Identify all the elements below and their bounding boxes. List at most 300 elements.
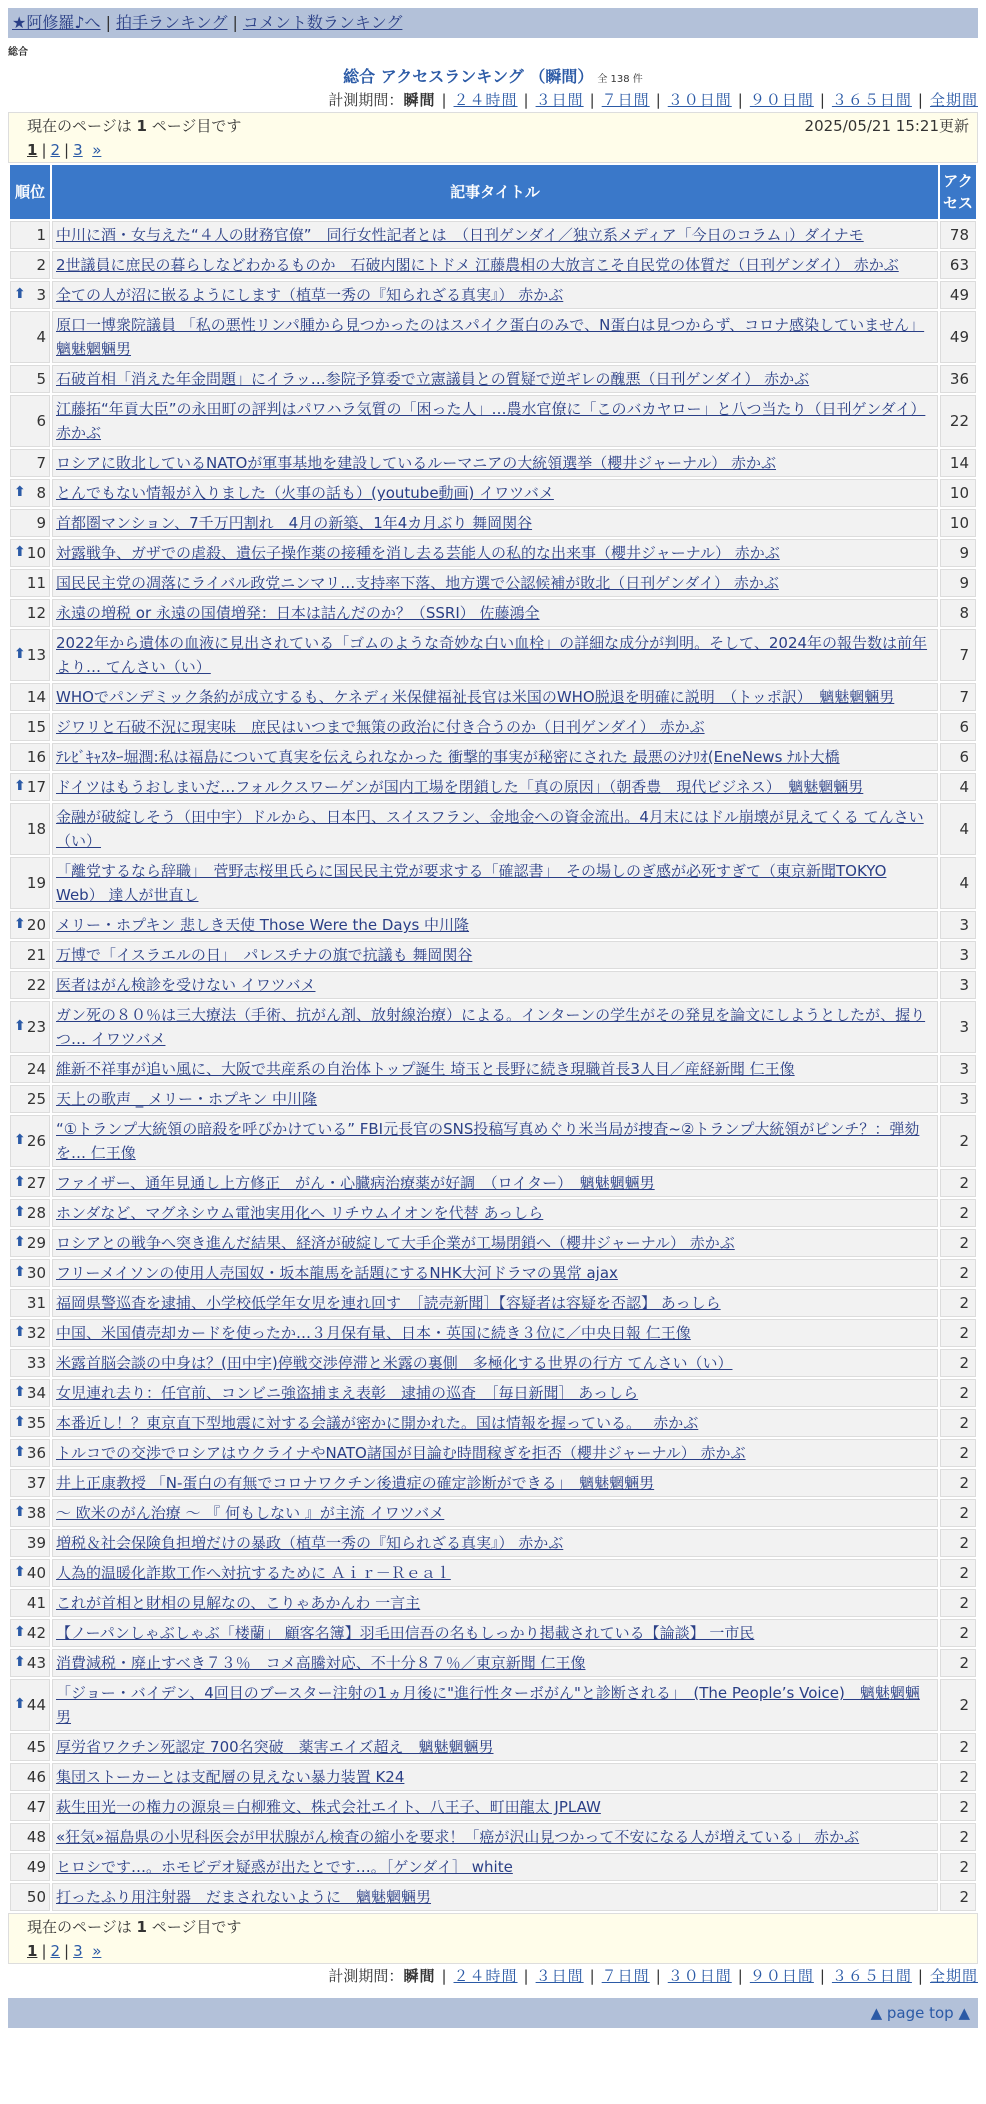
access-count: 49 [940,311,976,363]
rank-number: 20 [26,916,46,934]
nav-home-link[interactable]: ★阿修羅♪へ [12,13,101,32]
up-arrow-icon: ⬆ [14,1203,26,1220]
rank-number: 38 [26,1504,46,1522]
period-link[interactable]: ９０日間 [749,91,814,109]
article-link[interactable]: フリーメイソンの使用人売国奴・坂本龍馬を話題にするNHK大河ドラマの異常 ajax [56,1264,618,1282]
title-cell [52,1529,938,1557]
table-row [10,1439,976,1467]
title-cell [52,395,938,447]
rank-cell [10,281,50,309]
article-link[interactable]: 維新不祥事が追い風に、大阪で共産系の自治体トップ誕生 埼玉と長野に続き現職首長3人目／産経新聞 仁王像 [56,1060,795,1078]
period-separator: | [819,91,826,109]
rank-number: 2 [36,256,46,274]
rank-number: 36 [26,1444,46,1462]
table-row [10,857,976,909]
rank-cell [10,1199,50,1227]
article-link[interactable]: ジワリと石破不況に現実味 庶民はいつまで無策の政治に付き合うのか（日刊ゲンダイ） 赤かぶ [56,718,705,736]
title-cell [52,449,938,477]
access-count: 9 [940,569,976,597]
access-count: 2 [940,1559,976,1587]
article-link[interactable]: 金融が破綻しそう（田中宇）ドルから、日本円、スイスフラン、金地金への資金流出。4月末にはドル崩壊が見えてくる てんさい（い） [56,808,924,850]
table-row [10,1499,976,1527]
rank-cell [10,1793,50,1821]
title-cell [52,1349,938,1377]
period-separator: | [523,1967,530,1985]
access-count: 10 [940,479,976,507]
table-row [10,509,976,537]
period-separator: | [523,91,530,109]
period-separator: | [589,91,596,109]
access-count: 2 [940,1679,976,1731]
article-link[interactable]: 米露首脳会談の中身は？(田中宇)停戦交渉停滞と米露の裏側 多極化する世界の行方 てんさい（い） [56,1354,733,1372]
period-separator: | [917,1967,924,1985]
rank-number: 33 [26,1354,46,1372]
up-arrow-icon: ⬆ [14,1233,26,1250]
up-arrow-icon: ⬆ [14,645,26,662]
rank-number: 6 [36,412,46,430]
article-link[interactable]: 原口一博衆院議員 「私の悪性リンパ腫から見つかったのはスパイク蛋白のみで、N蛋白は見つからず、コロナ感染していません」 魑魅魍魎男 [56,316,925,358]
access-count: 2 [940,1499,976,1527]
rank-cell [10,1559,50,1587]
article-link[interactable]: ロシアとの戦争へ突き進んだ結果、経済が破綻して大手企業が工場閉鎖へ（櫻井ジャーナル） 赤かぶ [56,1234,735,1252]
rank-number: 19 [26,874,46,892]
up-arrow-icon: ⬆ [14,1263,26,1280]
title-cell [52,311,938,363]
table-row [10,1229,976,1257]
pagination-bottom: 1 | 2 | 3 » [27,1942,102,1960]
rank-cell [10,1499,50,1527]
table-row [10,1853,976,1881]
rank-number: 21 [26,946,46,964]
title-cell [52,599,938,627]
period-link[interactable]: ７日間 [601,1967,650,1985]
rank-number: 15 [26,718,46,736]
article-link[interactable]: ファイザー、通年見通し上方修正 がん・心臓病治療薬が好調 （ロイター） 魑魅魍魎男 [56,1174,655,1192]
table-row [10,479,976,507]
rank-number: 22 [26,976,46,994]
rank-number: 25 [26,1090,46,1108]
access-count: 36 [940,365,976,393]
article-link[interactable]: 石破首相「消えた年金問題」にイラッ…参院予算委で立憲議員との質疑で逆ギレの醜悪（日刊ゲンダイ） 赤かぶ [56,370,810,388]
page-1-current: 1 [27,141,38,159]
article-link[interactable]: 増税＆社会保険負担増だけの暴政（植草一秀の『知られざる真実』） 赤かぶ [56,1534,564,1552]
title-cell [52,1169,938,1197]
period-current: 瞬間 [403,1967,436,1985]
period-link[interactable]: ７日間 [601,91,650,109]
access-count: 4 [940,773,976,801]
article-link[interactable]: 万博で「イスラエルの日」 パレスチナの旗で抗議も 舞岡関谷 [56,946,473,964]
access-count: 78 [940,221,976,249]
article-link[interactable]: ～ 欧米のがん治療 ～ 『 何もしない 』が主流 イワツバメ [56,1504,445,1522]
table-row [10,1319,976,1347]
table-row [10,1469,976,1497]
rank-cell [10,1679,50,1731]
title-cell [52,683,938,711]
rank-number: 27 [26,1174,46,1192]
article-link[interactable]: 「離党するなら辞職」 菅野志桜里氏らに国民民主党が要求する「確認書」 その場しのぎ感が必死すぎて（東京新聞TOKYO Web） 達人が世直し [56,862,887,904]
article-link[interactable]: 全ての人が沼に嵌るようにします（植草一秀の『知られざる真実』） 赤かぶ [56,286,564,304]
rank-number: 18 [26,820,46,838]
col-title-header: 記事タイトル [52,165,938,219]
rank-cell [10,1001,50,1053]
rank-cell [10,1319,50,1347]
rank-cell [10,1529,50,1557]
table-row [10,1529,976,1557]
article-link[interactable]: ガン死の８０％は三大療法（手術、抗がん剤、放射線治療）による。インターンの学生がその発見を論文にしようとしたが、握りつ… イワツバメ [56,1006,926,1048]
period-link[interactable]: ３０日間 [667,1967,732,1985]
article-link[interactable]: 首都圏マンション、7千万円割れ 4月の新築、1年4カ月ぶり 舞岡関谷 [56,514,533,532]
rank-number: 9 [36,514,46,532]
rank-cell [10,221,50,249]
article-link[interactable]: ヒロシです…。ホモビデオ疑惑が出たとです…。［ゲンダイ］ white [56,1858,513,1876]
table-row [10,1289,976,1317]
title-cell [52,479,938,507]
rank-number: 30 [26,1264,46,1282]
article-link[interactable]: 消費減税・廃止すべき７３％ コメ高騰対応、不十分８７％／東京新聞 仁王像 [56,1654,586,1672]
col-access-header: アクセス [940,165,976,219]
article-link[interactable]: とんでもない情報が入りました（火事の話も）(youtube動画) イワツバメ [56,484,554,502]
period-current: 瞬間 [403,91,436,109]
up-arrow-icon: ⬆ [14,543,26,560]
table-row [10,713,976,741]
nav-comment-ranking-link[interactable]: コメント数ランキング [242,13,403,32]
access-count: 2 [940,1469,976,1497]
access-count: 3 [940,941,976,969]
page-3-link[interactable]: 3 [73,1942,83,1960]
title-cell [52,773,938,801]
table-row [10,743,976,771]
ranking-table [8,163,978,1913]
access-count: 2 [940,1823,976,1851]
page-2-link[interactable]: 2 [50,1942,61,1960]
page-3-link[interactable]: 3 [73,141,83,159]
period-separator: | [441,91,448,109]
rank-number: 8 [36,484,46,502]
article-link[interactable]: 国民民主党の凋落にライバル政党ニンマリ…支持率下落、地方選で公認候補が敗北（日刊ゲンダイ） 赤かぶ [56,574,779,592]
table-row [10,971,976,999]
page-1-current: 1 [27,1942,38,1960]
up-arrow-icon: ⬆ [14,1563,26,1580]
rank-number: 35 [26,1414,46,1432]
title-cell [52,1823,938,1851]
article-link[interactable]: 【ノーパンしゃぶしゃぶ「楼蘭」 顧客名簿】羽毛田信吾の名もしっかり掲載されている【論談】 一市民 [56,1624,755,1642]
access-count: 2 [940,1289,976,1317]
title-cell [52,1379,938,1407]
table-row [10,539,976,567]
rank-cell [10,713,50,741]
article-link[interactable]: 福岡県警巡査を逮捕、小学校低学年女児を連れ回す ［読売新聞］【容疑者は容疑を否認】 あっしら [56,1294,721,1312]
rank-cell [10,1439,50,1467]
nav-separator: | [105,13,111,32]
article-link[interactable]: 中川に酒・女与えた“４人の財務官僚” 同行女性記者とは （日刊ゲンダイ／独立系メディア「今日のコラム」）ダイナモ [56,226,864,244]
up-arrow-icon: ⬆ [14,1173,26,1190]
title-cell [52,1001,938,1053]
access-count: 3 [940,911,976,939]
rank-number: 32 [26,1324,46,1342]
rank-number: 50 [26,1888,46,1906]
article-link[interactable]: 2世議員に庶民の暮らしなどわかるものか 石破内閣にトドメ 江藤農相の大放言こそ自民党の体質だ（日刊ゲンダイ） 赤かぶ [56,256,899,274]
table-row [10,221,976,249]
access-count: 2 [940,1229,976,1257]
rank-cell [10,683,50,711]
article-link[interactable]: 2022年から遺体の血液に見出されている「ゴムのような奇妙な白い血栓」の詳細な成分が判明。そして、2024年の報告数は前年より… てんさい（い） [56,634,928,676]
rank-number: 24 [26,1060,46,1078]
table-row [10,683,976,711]
ranking-heading [8,66,978,88]
access-count: 6 [940,713,976,741]
title-cell [52,539,938,567]
title-cell [52,1499,938,1527]
rank-cell [10,395,50,447]
access-count: 14 [940,449,976,477]
article-link[interactable]: 永遠の増税 or 永遠の国債増発：日本は詰んだのか？（SSRI） 佐藤鴻全 [56,604,540,622]
up-arrow-icon: ⬆ [14,1623,26,1640]
article-link[interactable]: ホンダなど、マグネシウム電池実用化へ リチウムイオンを代替 あっしら [56,1204,544,1222]
page-2-link[interactable]: 2 [50,141,61,159]
table-row [10,1763,976,1791]
rank-number: 12 [26,604,46,622]
article-link[interactable]: ロシアに敗北しているNATOが軍事基地を建設しているルーマニアの大統領選挙（櫻井ジャーナル） 赤かぶ [56,454,777,472]
rank-cell [10,857,50,909]
rank-number: 41 [26,1594,46,1612]
rank-cell [10,1289,50,1317]
pagination: 1 | 2 | 3 » [27,141,102,159]
article-link[interactable]: これが首相と財相の見解なの、こりゃあかんわ 一言主 [56,1594,421,1612]
rank-number: 1 [36,226,46,244]
title-cell [52,569,938,597]
title-cell [52,1733,938,1761]
title-cell [52,857,938,909]
period-link[interactable]: ９０日間 [749,1967,814,1985]
title-cell [52,281,938,309]
period-label: 計測期間： [328,1967,404,1985]
rank-cell [10,251,50,279]
period-separator: | [819,1967,826,1985]
table-row [10,599,976,627]
table-row [10,1259,976,1287]
period-separator: | [917,91,924,109]
article-link[interactable]: ﾃﾚﾋﾞｷｬｽﾀｰ堀潤:私は福島について真実を伝えられなかった 衝撃的事実が秘密にされた 最悪のｼﾅﾘｵ(EneNews ﾅﾙﾄ大橋 [56,748,840,766]
title-cell [52,1055,938,1083]
rank-number: 14 [26,688,46,706]
rank-number: 11 [26,574,46,592]
access-count: 4 [940,857,976,909]
table-row [10,773,976,801]
rank-number: 43 [26,1654,46,1672]
access-count: 8 [940,599,976,627]
rank-cell [10,1259,50,1287]
table-row [10,1619,976,1647]
up-arrow-icon: ⬆ [14,1413,26,1430]
rank-number: 40 [26,1564,46,1582]
title-cell [52,1115,938,1167]
table-row [10,1115,976,1167]
article-link[interactable]: “①トランプ大統領の暗殺を呼びかけている” FBI元長官のSNS投稿写真めぐり米当局が捜査~②トランプ大統領がピンチ？：弾劾を… 仁王像 [56,1120,920,1162]
section-label: 総合 [8,47,28,58]
rank-cell [10,1409,50,1437]
article-link[interactable]: 江藤拓“年貢大臣”の永田町の評判はパワハラ気質の「困った人」…農水官僚に「このバカヤロー」と八つ当たり（日刊ゲンダイ） 赤かぶ [56,400,926,442]
rank-cell [10,743,50,771]
access-count: 3 [940,1001,976,1053]
item-count: 全 138 件 [597,74,643,85]
access-count: 2 [940,1793,976,1821]
rank-cell [10,449,50,477]
table-row [10,281,976,309]
rank-cell [10,569,50,597]
rank-number: 17 [26,778,46,796]
table-row [10,941,976,969]
top-nav [8,8,978,38]
nav-separator: | [232,13,238,32]
period-link[interactable]: ２４時間 [453,91,518,109]
article-link[interactable]: 「ジョー・バイデン、4回目のブースター注射の1ヵ月後に"進行性ターボがん"と診断される」 (The People’s Voice) 魑魅魍魎男 [56,1684,920,1726]
rank-number: 47 [26,1798,46,1816]
article-link[interactable]: 中国、米国債売却カードを使ったか…３月保有量、日本・英国に続き３位に／中央日報 仁王像 [56,1324,691,1342]
rank-number: 46 [26,1768,46,1786]
period-link[interactable]: ３日間 [535,91,584,109]
access-count: 22 [940,395,976,447]
table-row [10,1055,976,1083]
article-link[interactable]: 井上正康教授 「N-蛋白の有無でコロナワクチン後遺症の確定診断ができる」 魑魅魍魎男 [56,1474,655,1492]
page-top-link[interactable]: ▲ page top ▲ [870,2004,970,2022]
access-count: 3 [940,1055,976,1083]
table-row [10,1793,976,1821]
next-page-link[interactable]: » [92,1942,102,1960]
rank-cell [10,1379,50,1407]
article-link[interactable]: メリー・ホプキン 悲しき天使 Those Were the Days 中川隆 [56,916,470,934]
table-row [10,1001,976,1053]
article-link[interactable]: 人為的温暖化詐欺工作へ対抗するために Ａｉｒ－Ｒｅａｌ [56,1564,451,1582]
up-arrow-icon: ⬆ [14,1653,26,1670]
article-link[interactable]: 対露戦争、ガザでの虐殺、遺伝子操作薬の接種を消し去る芸能人の私的な出来事（櫻井ジャーナル） 赤かぶ [56,544,780,562]
access-count: 2 [940,1529,976,1557]
period-link[interactable]: ３０日間 [667,91,732,109]
article-link[interactable]: WHOでパンデミック条約が成立するも、ケネディ米保健福祉長官は米国のWHO脱退を明確に説明 （トッポ訳） 魑魅魍魎男 [56,688,895,706]
period-link[interactable]: ２４時間 [453,1967,518,1985]
table-row [10,311,976,363]
article-link[interactable]: 医者はがん検診を受けない イワツバメ [56,976,316,994]
article-link[interactable]: ドイツはもうおしまいだ…フォルクスワーゲンが国内工場を閉鎖した「真の原因」（朝香豊 現代ビジネス） 魑魅魍魎男 [56,778,864,796]
ranking-title: 総合 アクセスランキング （瞬間） [343,67,594,86]
article-link[interactable]: 集団ストーカーとは支配層の見えない暴力装置 K24 [56,1768,405,1786]
rank-cell [10,1589,50,1617]
table-row [10,569,976,597]
next-page-link[interactable]: » [92,141,102,159]
title-cell [52,221,938,249]
article-link[interactable]: 厚労省ワクチン死認定 700名突破 薬害エイズ超え 魑魅魍魎男 [56,1738,494,1756]
access-count: 2 [940,1115,976,1167]
rank-number: 37 [26,1474,46,1492]
article-link[interactable]: 本番近し！？東京直下型地震に対する会議が密かに開かれた。国は情報を握っている。 赤かぶ [56,1414,699,1432]
access-count: 2 [940,1379,976,1407]
access-count: 9 [940,539,976,567]
col-rank-header: 順位 [10,165,50,219]
title-cell [52,941,938,969]
period-separator: | [737,1967,744,1985]
rank-cell [10,1649,50,1677]
page-status-box-bottom [8,1913,978,1964]
access-count: 2 [940,1733,976,1761]
access-count: 49 [940,281,976,309]
up-arrow-icon: ⬆ [14,285,26,302]
current-page-text: 現在のページは 1 ページ目です [27,117,242,135]
period-separator: | [441,1967,448,1985]
article-link[interactable]: «狂気»福島県の小児科医会が甲状腺がん検査の縮小を要求！「癌が沢山見つかって不安になる人が増えている」 赤かぶ [56,1828,860,1846]
access-count: 63 [940,251,976,279]
rank-cell [10,509,50,537]
up-arrow-icon: ⬆ [14,1323,26,1340]
title-cell [52,713,938,741]
rank-number: 13 [26,646,46,664]
access-count: 2 [940,1349,976,1377]
access-count: 2 [940,1763,976,1791]
access-count: 10 [940,509,976,537]
period-link[interactable]: ３日間 [535,1967,584,1985]
title-cell [52,1559,938,1587]
access-count: 2 [940,1883,976,1911]
rank-cell [10,1085,50,1113]
table-row [10,1649,976,1677]
period-link[interactable]: 全期間 [929,1967,978,1985]
article-link[interactable]: 萩生田光一の権力の源泉＝白柳雅文、株式会社エイト、八王子、町田龍太 JPLAW [56,1798,601,1816]
period-separator: | [655,1967,662,1985]
access-count: 2 [940,1319,976,1347]
period-link[interactable]: ３６５日間 [831,1967,912,1985]
access-count: 2 [940,1439,976,1467]
rank-cell [10,311,50,363]
table-row [10,365,976,393]
title-cell [52,1199,938,1227]
title-cell [52,1793,938,1821]
title-cell [52,1259,938,1287]
table-row [10,803,976,855]
period-link[interactable]: 全期間 [929,91,978,109]
rank-cell [10,1055,50,1083]
page-status-box [8,112,978,163]
access-count: 2 [940,1199,976,1227]
access-count: 3 [940,1085,976,1113]
article-link[interactable]: トルコでの交渉でロシアはウクライナやNATO諸国が目論む時間稼ぎを拒否（櫻井ジャーナル） 赤かぶ [56,1444,746,1462]
article-link[interactable]: 天上の歌声 _ メリー・ホプキン 中川隆 [56,1090,318,1108]
table-row [10,1733,976,1761]
title-cell [52,1289,938,1317]
article-link[interactable]: 打ったふり用注射器 だまされないように 魑魅魍魎男 [56,1888,432,1906]
access-count: 2 [940,1853,976,1881]
access-count: 2 [940,1259,976,1287]
up-arrow-icon: ⬆ [14,915,26,932]
article-link[interactable]: 女児連れ去り：任官前、コンビニ強盗捕まえ表彰 逮捕の巡査 ［毎日新聞］ あっしら [56,1384,639,1402]
access-count: 3 [940,971,976,999]
nav-clap-ranking-link[interactable]: 拍手ランキング [115,13,228,32]
table-row [10,1085,976,1113]
rank-cell [10,365,50,393]
up-arrow-icon: ⬆ [14,483,26,500]
up-arrow-icon: ⬆ [14,777,26,794]
table-row [10,449,976,477]
table-row [10,395,976,447]
period-link[interactable]: ３６５日間 [831,91,912,109]
title-cell [52,1619,938,1647]
title-cell [52,1469,938,1497]
rank-cell [10,1763,50,1791]
up-arrow-icon: ⬆ [14,1695,26,1712]
rank-cell [10,599,50,627]
rank-cell [10,539,50,567]
table-row [10,629,976,681]
title-cell [52,251,938,279]
rank-cell [10,911,50,939]
title-cell [52,365,938,393]
